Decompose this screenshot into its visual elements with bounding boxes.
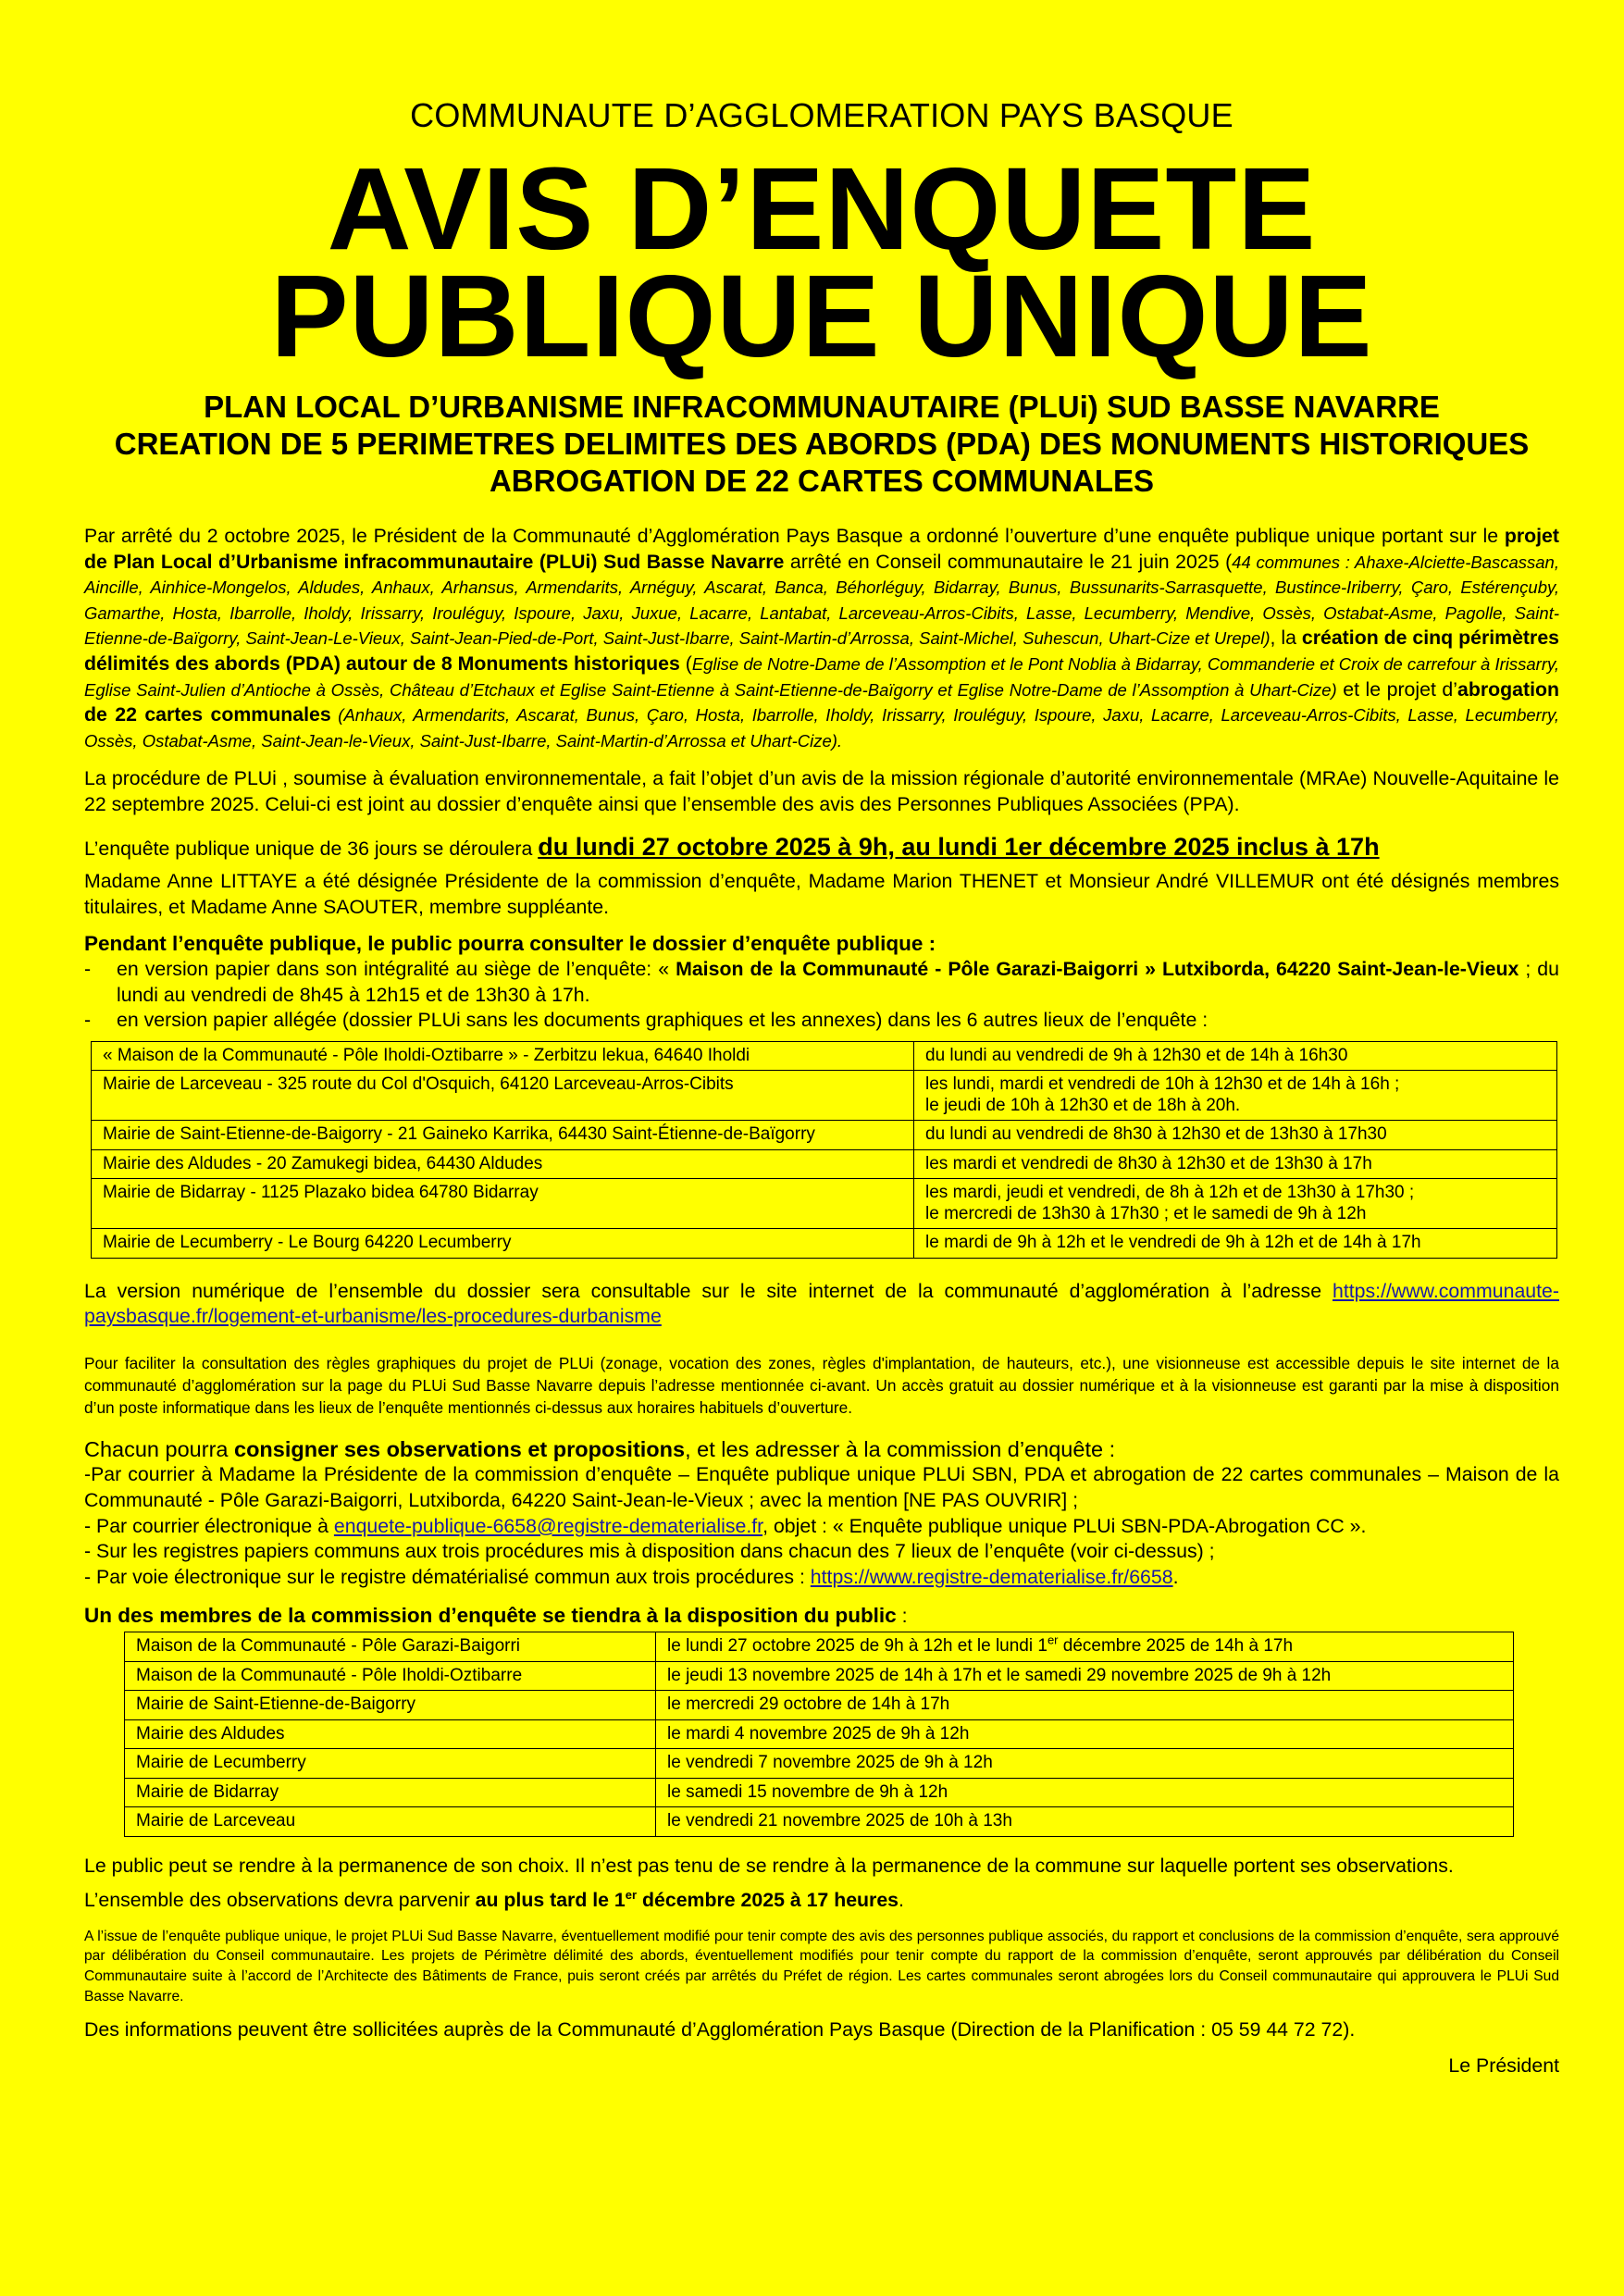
venue-hours [914,1149,1557,1179]
permanence-place: Mairie de Saint-Etienne-de-Baigorry [125,1691,656,1720]
approval-paragraph: A l’issue de l’enquête publique unique, le projet PLUi Sud Basse Navarre, éventuellement modifié pour tenir compte des avis des personnes publique associés, du rapport et conclusions de la commission d’enquête, sera approuvé par délibération du Conseil communautaire. Les projets de Périmètre délimité des abords, éventuellement modifiés pour tenir compte du rapport de la commission d’enquête, seront approuvés par délibération du Conseil Communautaire suite à l’accord de l’Architecte des Bâtiments de France, puis seront créés par arrêtés du Préfet de région. Les cartes communales seront abrogées lors du Conseil communautaire qui approuvera le PLUi Sud Basse Navarre. [84,1928,1559,2004]
venue-row [92,1229,1557,1259]
enquiry-dates: du lundi 27 octobre 2025 à 9h, au lundi 1er décembre 2025 inclus à 17h [538,832,1380,861]
communes-list: 44 communes : Ahaxe-Alciette-Bascassan, Aincille, Ainhice-Mongelos, Aldudes, Anhaux, Arhansus, Armendarits, Arnéguy, Ascarat, Banca, Béhorléguy, Bidarray, Bunus, Bussunarits-Sarrasquette, Bustince-Iriberry, Çaro, Estérençuby, Gamarthe, Hosta, Ibarrolle, Iholdy, Irissarry, Irouléguy, Ispoure, Jaxu, Juxue, Lacarre, Lantabat, Larceveau-Arros-Cibits, Lasse, Lecumberry, Mendive, Ossès, Ostabat-Asme, Pagolle, Saint-Etienne-de-Baïgorry, Saint-Jean-Le-Vieux, Saint-Jean-Pied-de-Port, Saint-Just-Ibarre, Saint-Martin-d’Arrossa, Saint-Michel, Suhescun, Uhart-Cize et Urepel) [84,552,1559,649]
venue-row [92,1041,1557,1071]
permanences-heading: Un des membres de la commission d’enquête se tiendra à la disposition du public : [84,1604,908,1628]
permanence-row [125,1691,1514,1720]
permanence-row [125,1749,1514,1779]
commission-paragraph: Madame Anne LITTAYE a été désignée Présidente de la commission d’enquête, Madame Marion THENET et Monsieur André VILLEMUR ont été désignés membres titulaires, et Madame Anne SAOUTER, membre suppléante. [84,870,1559,918]
venue-hours [914,1121,1557,1150]
notice-title [84,143,1559,381]
subtitle-pda: CREATION DE 5 PERIMETRES DELIMITES DES ABORDS (PDA) DES MONUMENTS HISTORIQUES [114,427,1530,461]
plui-project: projet de Plan Local d’Urbanisme infracommunautaire (PLUi) Sud Basse Navarre [84,525,1559,573]
subtitle-plui: PLAN LOCAL D’URBANISME INFRACOMMUNAUTAIRE (PLUi) SUD BASSE NAVARRE [204,390,1440,424]
registry-link[interactable]: https://www.registre-dematerialise.fr/6658 [810,1565,1173,1588]
venue-hours-line: le mercredi de 13h30 à 17h30 ; et le samedi de 9h à 12h [925,1203,1367,1223]
dossier-link[interactable]: https://www.communaute-paysbasque.fr/logement-et-urbanisme/les-procedures-durbanisme [84,1279,1559,1328]
venue-hours [914,1041,1557,1071]
signature: Le Président [1448,2054,1559,2077]
notice-subtitle [84,389,1559,500]
venue-hours-line: du lundi au vendredi de 8h30 à 12h30 et de 13h30 à 17h30 [925,1124,1387,1145]
deadline-paragraph: L’ensemble des observations devra parvenir au plus tard le 1er décembre 2025 à 17 heures. [84,1888,904,1912]
venue-place: Mairie de Lecumberry - Le Bourg 64220 Lecumberry [92,1229,914,1259]
main-venue: Maison de la Communauté - Pôle Garazi-Baigorri » Lutxiborda, 64220 Saint-Jean-le-Vieux [676,957,1519,980]
observation-mail: -Par courrier à Madame la Présidente de la commission d’enquête – Enquête publique unique PLUi SBN, PDA et abrogation de 22 cartes communales – Maison de la Communauté - Pôle Garazi-Baigorri, Lutxiborda, 64220 Saint-Jean-le-Vieux ; avec la mention [NE PAS OUVRIR] ; [84,1463,1559,1512]
venue-place: « Maison de la Communauté - Pôle Iholdi-Oztibarre » - Zerbitzu lekua, 64640 Iholdi [92,1041,914,1071]
digital-paragraph: La version numérique de l’ensemble du dossier sera consultable sur le site internet de la communauté d’agglomération à l’adresse https://www.communaute-paysbasque.fr/logement-et-urbanisme/les-procedures-durbanisme [84,1279,1559,1328]
dates-paragraph: L’enquête publique unique de 36 jours se déroulera du lundi 27 octobre 2025 à 9h, au lundi 1er décembre 2025 inclus à 17h [84,832,1380,861]
permanence-when: le samedi 15 novembre de 9h à 12h [656,1778,1514,1807]
permanence-row [125,1778,1514,1807]
permanence-row [125,1807,1514,1837]
permanence-place: Mairie de Larceveau [125,1807,656,1837]
venue-row [92,1179,1557,1229]
consult-item-paper-light: - en version papier allégée (dossier PLUi sans les documents graphiques et les annexes) dans les 6 autres lieux de l’enquête : [84,1009,1209,1032]
permanence-row [125,1661,1514,1691]
venue-place: Mairie de Bidarray - 1125 Plazako bidea 64780 Bidarray [92,1179,914,1229]
venue-row [92,1071,1557,1121]
venue-hours-line: le jeudi de 10h à 12h30 et de 18h à 20h. [925,1095,1241,1115]
venues-table [91,1041,1557,1259]
email-link[interactable]: enquete-publique-6658@registre-dematerialise.fr [333,1514,763,1537]
permanences-table [124,1632,1514,1837]
venue-hours-line: du lundi au vendredi de 9h à 12h30 et de 14h à 16h30 [925,1045,1348,1065]
venue-hours-line: les mardi et vendredi de 8h30 à 12h30 et de 13h30 à 17h [925,1153,1372,1173]
subtitle-abrogation: ABROGATION DE 22 CARTES COMMUNALES [489,464,1155,498]
contact-paragraph: Des informations peuvent être sollicitées auprès de la Communauté d’Agglomération Pays Basque (Direction de la Planification : 05 59 44 72 72). [84,2018,1356,2042]
observation-registers: - Sur les registres papiers communs aux trois procédures mis à disposition dans chacun des 7 lieux de l’enquête (voir ci-dessus) ; [84,1540,1215,1563]
deadline: au plus tard le 1er décembre 2025 à 17 heures [475,1888,899,1912]
observations-block [84,1437,1559,1591]
pda-project: création de cinq périmètres délimités des abords (PDA) autour de 8 Monuments historiques [84,627,1560,675]
organization-name: COMMUNAUTE D’AGGLOMERATION PAYS BASQUE [410,96,1233,134]
permanence-when: le vendredi 21 novembre 2025 de 10h à 13h [656,1807,1514,1837]
viewer-paragraph: Pour faciliter la consultation des règles graphiques du projet de PLUi (zonage, vocation des zones, règles d'implantation, de hauteurs, etc.), une visionneuse est accessible depuis le site internet de la communauté d’agglomération sur la page du PLUi Sud Basse Navarre depuis l’adresse mentionnée ci-avant. Un accès gratuit au dossier numérique et à la visionneuse est garanti par la mise à disposition d’un poste informatique dans les lieux de l’enquête mentionnés ci-dessus aux horaires habituels d’ouverture. [84,1353,1559,1417]
observation-email: - Par courrier électronique à enquete-publique-6658@registre-dematerialise.fr, objet : « Enquête publique unique PLUi SBN-PDA-Abrogation CC ». [84,1514,1367,1537]
venue-hours-line: les mardi, jeudi et vendredi, de 8h à 12h et de 13h30 à 17h30 ; [925,1183,1415,1203]
abrogation-project: abrogation de 22 cartes communales [84,677,1559,726]
venue-place: Mairie de Larceveau - 325 route du Col d'Osquich, 64120 Larceveau-Arros-Cibits [92,1071,914,1121]
permanence-row [125,1719,1514,1749]
abrogation-communes-list: (Anhaux, Armendarits, Ascarat, Bunus, Çaro, Hosta, Ibarrolle, Iholdy, Irissarry, Irouléguy, Ispoure, Jaxu, Lacarre, Larceveau-Arros-Cibits, Lasse, Lecumberry, Ossès, Ostabat-Asme, Saint-Jean-le-Vieux, Saint-Just-Ibarre, Saint-Martin-d’Arrossa et Uhart-Cize). [84,705,1559,751]
permanence-place: Maison de la Communauté - Pôle Iholdi-Oztibarre [125,1661,656,1691]
monuments-list: Eglise de Notre-Dame de l’Assomption et le Pont Noblia à Bidarray, Commanderie et Croix de carrefour à Irissarry, Eglise Saint-Julien d’Antioche à Ossès, Château d’Etchaux et Eglise Saint-Etienne à Saint-Etienne-de-Baïgorry et Eglise Notre-Dame de l’Assomption à Uhart-Cize) [84,653,1559,700]
venue-place: Mairie de Saint-Etienne-de-Baigorry - 21 Gaineko Karrika, 64430 Saint-Étienne-de-Baïgorry [92,1121,914,1150]
venue-hours-line: les lundi, mardi et vendredi de 10h à 12h30 et de 14h à 16h ; [925,1074,1400,1095]
permanence-place: Mairie de Bidarray [125,1778,656,1807]
permanence-place: Mairie de Lecumberry [125,1749,656,1779]
permanence-when: le vendredi 7 novembre 2025 de 9h à 12h [656,1749,1514,1779]
title-line-1: AVIS D’ENQUETE [327,143,1317,274]
permanence-when: le mardi 4 novembre 2025 de 9h à 12h [656,1719,1514,1749]
observation-online: - Par voie électronique sur le registre dématérialisé commun aux trois procédures : https://www.registre-dematerialise.fr/6658. [84,1565,1179,1588]
intro-paragraph: Par arrêté du 2 octobre 2025, le Président de la Communauté d’Agglomération Pays Basque a ordonné l’ouverture d’une enquête publique unique portant sur le projet de Plan Local d’Urbanisme infracommunautaire (PLUi) Sud Basse Navarre arrêté en Conseil communautaire le 21 juin 2025 (44 communes : Ahaxe-Alciette-Bascassan, Aincille, Ainhice-Mongelos, Aldudes, Anhaux, Arhansus, Armendarits, Arnéguy, Ascarat, Banca, Béhorléguy, Bidarray, Bunus, Bussunarits-Sarrasquette, Bustince-Iriberry, Çaro, Estérençuby, Gamarthe, Hosta, Ibarrolle, Iholdy, Irissarry, Irouléguy, Ispoure, Jaxu, Juxue, Lacarre, Lantabat, Larceveau-Arros-Cibits, Lasse, Lecumberry, Mendive, Ossès, Ostabat-Asme, Pagolle, Saint-Etienne-de-Baïgorry, Saint-Jean-Le-Vieux, Saint-Jean-Pied-de-Port, Saint-Just-Ibarre, Saint-Martin-d’Arrossa, Saint-Michel, Suhescun, Uhart-Cize et Urepel), la création de cinq périmètres délimités des abords (PDA) autour de 8 Monuments historiques (Eglise de Notre-Dame de l’Assomption et le Pont Noblia à Bidarray, Commanderie et Croix de carrefour à Irissarry, Eglise Saint-Julien d’Antioche à Ossès, Château d’Etchaux et Eglise Saint-Etienne à Saint-Etienne-de-Baïgorry et Eglise Notre-Dame de l’Assomption à Uhart-Cize) et le projet d’abrogation de 22 cartes communales (Anhaux, Armendarits, Ascarat, Bunus, Çaro, Hosta, Ibarrolle, Iholdy, Irissarry, Irouléguy, Ispoure, Jaxu, Lacarre, Larceveau-Arros-Cibits, Lasse, Lecumberry, Ossès, Ostabat-Asme, Saint-Jean-le-Vieux, Saint-Just-Ibarre, Saint-Martin-d’Arrossa et Uhart-Cize). [84,525,1560,751]
observations-lead: Chacun pourra consigner ses observations et propositions, et les adresser à la commission d’enquête : [84,1436,1116,1461]
permanence-place: Mairie des Aldudes [125,1719,656,1749]
permanence-place: Maison de la Communauté - Pôle Garazi-Baigorri [125,1632,656,1662]
consult-heading: Pendant l’enquête publique, le public pourra consulter le dossier d’enquête publique : [84,932,936,956]
mrae-paragraph: La procédure de PLUi , soumise à évaluation environnementale, a fait l’objet d’un avis de la mission régionale d’autorité environnementale (MRAe) Nouvelle-Aquitaine le 22 septembre 2025. Celui-ci est joint au dossier d’enquête ainsi que l’ensemble des avis des Personnes Publiques Associées (PPA). [84,767,1559,815]
venue-hours [914,1071,1557,1121]
venue-row [92,1149,1557,1179]
permanence-choice-paragraph: Le public peut se rendre à la permanence de son choix. Il n’est pas tenu de se rendre à la permanence de la commune sur laquelle portent ses observations. [84,1854,1454,1877]
permanence-row [125,1632,1514,1662]
venue-hours-line: le mardi de 9h à 12h et le vendredi de 9h à 12h et de 14h à 17h [925,1233,1421,1253]
venue-hours [914,1229,1557,1259]
venue-place: Mairie des Aldudes - 20 Zamukegi bidea, 64430 Aldudes [92,1149,914,1179]
consult-item-paper-full: - en version papier dans son intégralité au siège de l’enquête: « Maison de la Communauté - Pôle Garazi-Baigorri » Lutxiborda, 64220 Saint-Jean-le-Vieux ; du lundi au vendredi de 8h45 à 12h15 et de 13h30 à 17h. [84,957,1559,1006]
title-line-2: PUBLIQUE UNIQUE [270,251,1373,381]
venue-hours [914,1179,1557,1229]
permanence-when: le lundi 27 octobre 2025 de 9h à 12h et le lundi 1er décembre 2025 de 14h à 17h [656,1632,1514,1662]
permanence-when: le mercredi 29 octobre de 14h à 17h [656,1691,1514,1720]
permanence-when: le jeudi 13 novembre 2025 de 14h à 17h et le samedi 29 novembre 2025 de 9h à 12h [656,1661,1514,1691]
venue-row [92,1121,1557,1150]
